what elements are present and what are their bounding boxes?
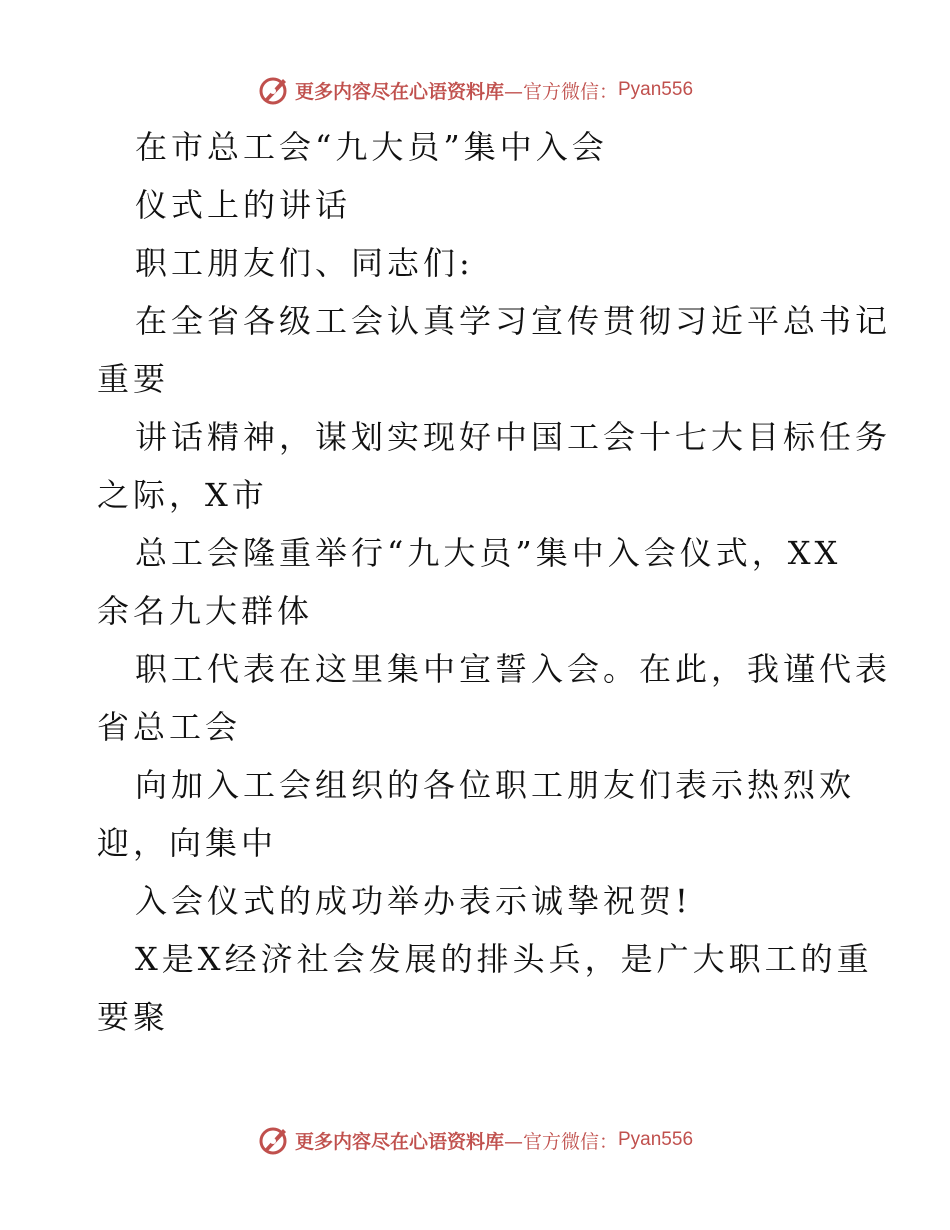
document-body	[97, 118, 892, 1046]
footer-watermark	[0, 1120, 950, 1160]
text-line: 迎，向集中	[97, 824, 278, 862]
text-line: 入会仪式的成功举办表示诚挚祝贺!	[135, 882, 692, 920]
text-line: 省总工会	[97, 708, 242, 746]
text-line: 要聚	[97, 998, 170, 1036]
text-line: 仪式上的讲话	[135, 186, 352, 224]
quill-logo-icon	[257, 1123, 291, 1157]
text-line: 重要	[97, 360, 170, 398]
watermark-main-text: 更多内容尽在心语资料库	[294, 80, 504, 103]
header-watermark	[0, 70, 950, 110]
text-line: 向加入工会组织的各位职工朋友们表示热烈欢	[135, 766, 856, 804]
text-line: 职工代表在这里集中宣誓入会。在此，我谨代表	[135, 650, 892, 688]
watermark-sub-text: —官方微信：	[503, 80, 618, 103]
text-line: 讲话精神，谋划实现好中国工会十七大目标任务	[135, 418, 892, 456]
text-line: 在市总工会“九大员”集中入会	[135, 128, 608, 166]
text-line: 在全省各级工会认真学习宣传贯彻习近平总书记	[135, 302, 892, 340]
text-line: X是X经济社会发展的排头兵，是广大职工的重	[135, 940, 873, 978]
text-line: 职工朋友们、同志们:	[135, 244, 474, 282]
watermark-wechat-id: Pyan556	[618, 1129, 694, 1150]
text-line: 总工会隆重举行“九大员”集中入会仪式，XX	[135, 534, 842, 572]
watermark-sub-text: —官方微信：	[503, 1130, 618, 1153]
watermark-main-text: 更多内容尽在心语资料库	[294, 1130, 504, 1153]
text-line: 余名九大群体	[97, 592, 314, 630]
quill-logo-icon	[257, 73, 291, 107]
text-line: 之际，X市	[97, 476, 268, 514]
watermark-wechat-id: Pyan556	[618, 79, 694, 100]
